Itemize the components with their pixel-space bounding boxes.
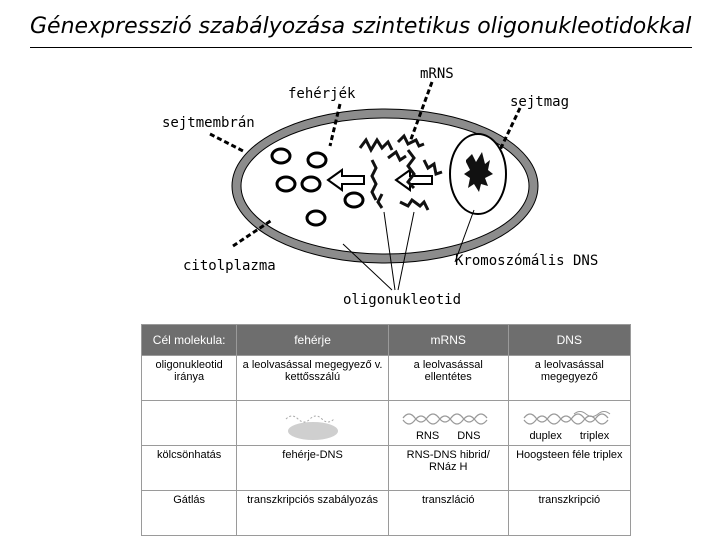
table-cell: fehérje-DNS [237, 446, 389, 491]
protein-circle [302, 177, 320, 191]
label-mrna: mRNS [420, 66, 454, 82]
table-cell: a leolvasással megegyező v. kettősszálú [237, 356, 389, 401]
protein-circle [308, 153, 326, 167]
protein-circle [272, 149, 290, 163]
table-cell-mrna-illustration [388, 401, 508, 446]
label-nucleus: sejtmag [510, 94, 570, 110]
table-cell: transzláció [388, 491, 508, 536]
table-cell: kölcsönhatás [142, 446, 237, 491]
protein-circle [345, 193, 363, 207]
page-title: Génexpresszió szabályozása szintetikus oligonukleotidokkal [30, 14, 692, 39]
mrna-illustration-captions [389, 430, 508, 445]
table-row [142, 446, 631, 491]
table-cell: Hoogsteen féle triplex [508, 446, 630, 491]
label-oligonucleotide: oligonukleotid [343, 292, 462, 308]
table-header-row [142, 325, 631, 356]
dna-illustration-captions [509, 430, 630, 445]
comparison-table [141, 324, 631, 536]
table-cell: Gátlás [142, 491, 237, 536]
protein-blob-illustration [278, 409, 348, 445]
table-cell-dna-illustration [508, 401, 630, 446]
header-dna: DNS [508, 325, 630, 356]
label-membrane: sejtmembrán [162, 115, 255, 131]
caption-dna: DNS [457, 430, 481, 442]
protein-circle [307, 211, 325, 225]
table-row [142, 356, 631, 401]
table-cell: transzkripció [508, 491, 630, 536]
table-cell-protein-illustration [237, 401, 389, 446]
caption-duplex: duplex [529, 430, 562, 442]
table-cell-empty [142, 401, 237, 446]
pointer-membrane [210, 134, 245, 152]
table-cell: a leolvasással ellentétes [388, 356, 508, 401]
rna-dna-hybrid-illustration [398, 408, 498, 430]
label-chromosomal-dna: Kromoszómális DNS [455, 253, 599, 269]
label-cytoplasm: citolplazma [183, 258, 276, 274]
header-target-molecule: Cél molekula: [142, 325, 237, 356]
protein-circle [277, 177, 295, 191]
table-cell: a leolvasással megegyező [508, 356, 630, 401]
table-row-illustrations [142, 401, 631, 446]
caption-rna: RNS [415, 430, 440, 442]
table-row [142, 491, 631, 536]
table-cell: RNS-DNS hibrid/ RNáz H [388, 446, 508, 491]
table-cell: oligonukleotid iránya [142, 356, 237, 401]
header-protein: fehérje [237, 325, 389, 356]
table-cell: transzkripciós szabályozás [237, 491, 389, 536]
label-protein: fehérjék [288, 86, 356, 102]
dna-triplex-illustration [519, 408, 619, 430]
header-mrna: mRNS [388, 325, 508, 356]
caption-triplex: triplex [579, 430, 610, 442]
